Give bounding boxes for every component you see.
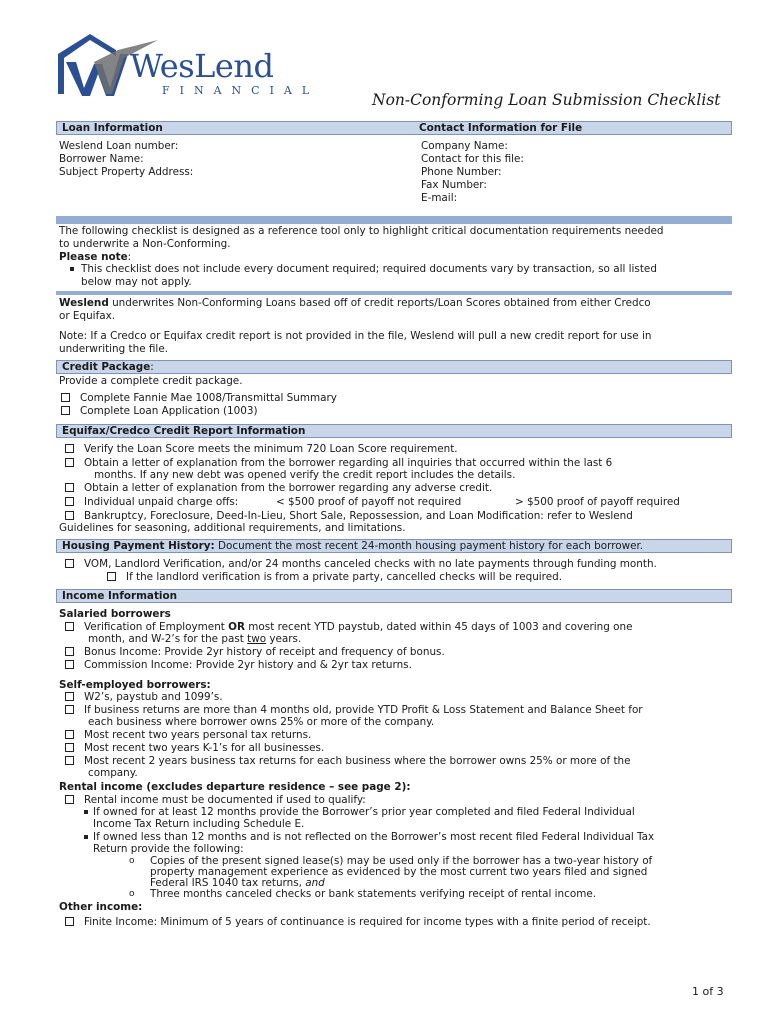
- checkbox[interactable]: [65, 692, 74, 701]
- check-item: Complete Fannie Mae 1008/Transmittal Summary: [80, 392, 337, 404]
- rental-sub-item-cont: Federal IRS 1040 tax returns, and: [150, 877, 325, 889]
- credit-package-header: Credit Package:: [56, 360, 732, 374]
- check-item-cont: company.: [88, 767, 138, 779]
- divider-bar: [56, 291, 732, 295]
- circle-bullet-icon: o: [129, 889, 135, 899]
- check-item: Most recent two years personal tax returns.: [84, 729, 312, 741]
- check-item: Obtain a letter of explanation from the borrower regarding all inquiries that occurred within the last 6: [84, 457, 613, 469]
- note-line-1: This checklist does not include every document required; required documents vary by transaction, so all listed: [81, 263, 657, 275]
- check-item: Obtain a letter of explanation from the borrower regarding any adverse credit.: [84, 482, 493, 494]
- borrower-name-field[interactable]: Borrower Name:: [59, 153, 144, 165]
- checkbox[interactable]: [65, 705, 74, 714]
- salaried-title: Salaried borrowers: [59, 608, 171, 620]
- company-name-field[interactable]: Company Name:: [421, 140, 508, 152]
- bullet-icon: [84, 810, 88, 814]
- checkbox[interactable]: [65, 795, 74, 804]
- income-header: Income Information: [56, 589, 732, 603]
- other-income-title: Other income:: [59, 901, 143, 913]
- page-title: Non-Conforming Loan Submission Checklist: [372, 91, 721, 109]
- bullet-icon: [84, 835, 88, 839]
- weslend-paragraph-2: or Equifax.: [59, 310, 116, 322]
- check-item: Most recent 2 years business tax returns for each business where the borrower owns 25% or more of the: [84, 755, 631, 767]
- checkbox[interactable]: [65, 917, 74, 926]
- check-item-under: < $500 proof of payoff not required: [276, 496, 462, 508]
- check-item: W2’s, paystub and 1099’s.: [84, 691, 223, 703]
- subject-property-field[interactable]: Subject Property Address:: [59, 166, 194, 178]
- check-item: Bonus Income: Provide 2yr history of receipt and frequency of bonus.: [84, 646, 445, 658]
- rental-sub-item: Copies of the present signed lease(s) may be used only if the borrower has a two-year history of: [150, 855, 653, 867]
- contact-information-label: Contact Information for File: [419, 122, 583, 134]
- housing-header: Housing Payment History: Document the most recent 24-month housing payment history for each borrower.: [56, 539, 732, 553]
- bullet-icon: [70, 267, 74, 271]
- check-item-cont: Guidelines for seasoning, additional requirements, and limitations.: [59, 522, 406, 534]
- checkbox[interactable]: [61, 393, 70, 402]
- logo-subtitle: FINANCIAL: [162, 84, 320, 97]
- rental-bullet-cont: Income Tax Return including Schedule E.: [93, 818, 305, 830]
- check-item: Commission Income: Provide 2yr history and & 2yr tax returns.: [84, 659, 412, 671]
- check-item: Rental income must be documented if used to qualify:: [84, 794, 366, 806]
- check-item: VOM, Landlord Verification, and/or 24 months canceled checks with no late payments through funding month.: [84, 558, 657, 570]
- rental-bullet: If owned less than 12 months and is not reflected on the Borrower’s most recent filed Federal Individual Tax: [93, 831, 655, 843]
- checkbox[interactable]: [65, 483, 74, 492]
- intro-line-2: to underwrite a Non-Conforming.: [59, 238, 231, 250]
- check-item: Verify the Loan Score meets the minimum 720 Loan Score requirement.: [84, 443, 458, 455]
- check-item-cont: months. If any new debt was opened verify the credit report includes the details.: [94, 469, 516, 481]
- rental-bullet: If owned for at least 12 months provide the Borrower’s prior year completed and filed Federal Individual: [93, 806, 635, 818]
- check-item: Individual unpaid charge offs:: [84, 496, 239, 508]
- checkbox[interactable]: [107, 572, 116, 581]
- self-employed-title: Self-employed borrowers:: [59, 679, 211, 691]
- check-item: Bankruptcy, Foreclosure, Deed-In-Lieu, Short Sale, Repossession, and Loan Modification: refer to Weslend: [84, 510, 633, 522]
- loan-information-label: Loan Information: [62, 122, 163, 134]
- check-item: If business returns are more than 4 months old, provide YTD Profit & Loss Statement and Balance Sheet for: [84, 704, 643, 716]
- checkbox[interactable]: [65, 756, 74, 765]
- checkbox[interactable]: [65, 743, 74, 752]
- checkbox[interactable]: [61, 406, 70, 415]
- check-item: If the landlord verification is from a private party, cancelled checks will be required.: [126, 571, 563, 583]
- phone-field[interactable]: Phone Number:: [421, 166, 502, 178]
- checkbox[interactable]: [65, 647, 74, 656]
- checkbox[interactable]: [65, 458, 74, 467]
- check-item: Verification of Employment OR most recent YTD paystub, dated within 45 days of 1003 and covering one: [84, 621, 633, 633]
- checkbox[interactable]: [65, 511, 74, 520]
- checkbox[interactable]: [65, 730, 74, 739]
- checkbox[interactable]: [65, 660, 74, 669]
- equifax-header: Equifax/Credco Credit Report Information: [56, 424, 732, 438]
- contact-field[interactable]: Contact for this file:: [421, 153, 524, 165]
- page-number: 1 of 3: [692, 985, 724, 998]
- fax-field[interactable]: Fax Number:: [421, 179, 487, 191]
- check-item-over: > $500 proof of payoff required: [515, 496, 680, 508]
- email-field[interactable]: E-mail:: [421, 192, 458, 204]
- checkbox[interactable]: [65, 444, 74, 453]
- please-note: Please note:: [59, 251, 132, 263]
- check-item: Complete Loan Application (1003): [80, 405, 258, 417]
- rental-sub-item-cont: property management experience as evidenced by the most current two years filed and signed: [150, 866, 648, 878]
- logo-wordmark: WesLend: [130, 47, 274, 85]
- credit-package-intro: Provide a complete credit package.: [59, 375, 243, 387]
- rental-sub-item: Three months canceled checks or bank statements verifying receipt of rental income.: [150, 888, 597, 900]
- divider-bar: [56, 216, 732, 224]
- checkbox[interactable]: [65, 559, 74, 568]
- checkbox[interactable]: [65, 497, 74, 506]
- weslend-paragraph-1: Weslend underwrites Non-Conforming Loans based off of credit reports/Loan Scores obtained from either Credco: [59, 297, 651, 309]
- rental-title: Rental income (excludes departure residence – see page 2):: [59, 781, 411, 793]
- check-item: Finite Income: Minimum of 5 years of continuance is required for income types with a finite period of receipt.: [84, 916, 651, 928]
- check-item-cont: each business where borrower owns 25% or more of the company.: [88, 716, 435, 728]
- note-paragraph-1: Note: If a Credco or Equifax credit report is not provided in the file, Weslend will pull a new credit report for use in: [59, 330, 652, 342]
- intro-line-1: The following checklist is designed as a reference tool only to highlight critical documentation requirements needed: [59, 225, 664, 237]
- loan-info-header: [56, 121, 732, 135]
- check-item: Most recent two years K-1’s for all businesses.: [84, 742, 325, 754]
- checkbox[interactable]: [65, 622, 74, 631]
- loan-number-field[interactable]: Weslend Loan number:: [59, 140, 179, 152]
- note-paragraph-2: underwriting the file.: [59, 343, 169, 355]
- note-line-2: below may not apply.: [81, 276, 192, 288]
- circle-bullet-icon: o: [129, 856, 135, 866]
- weslend-logo: [54, 32, 320, 102]
- check-item-cont: month, and W-2’s for the past two years.: [88, 633, 302, 645]
- rental-bullet-cont: Return provide the following:: [93, 843, 244, 855]
